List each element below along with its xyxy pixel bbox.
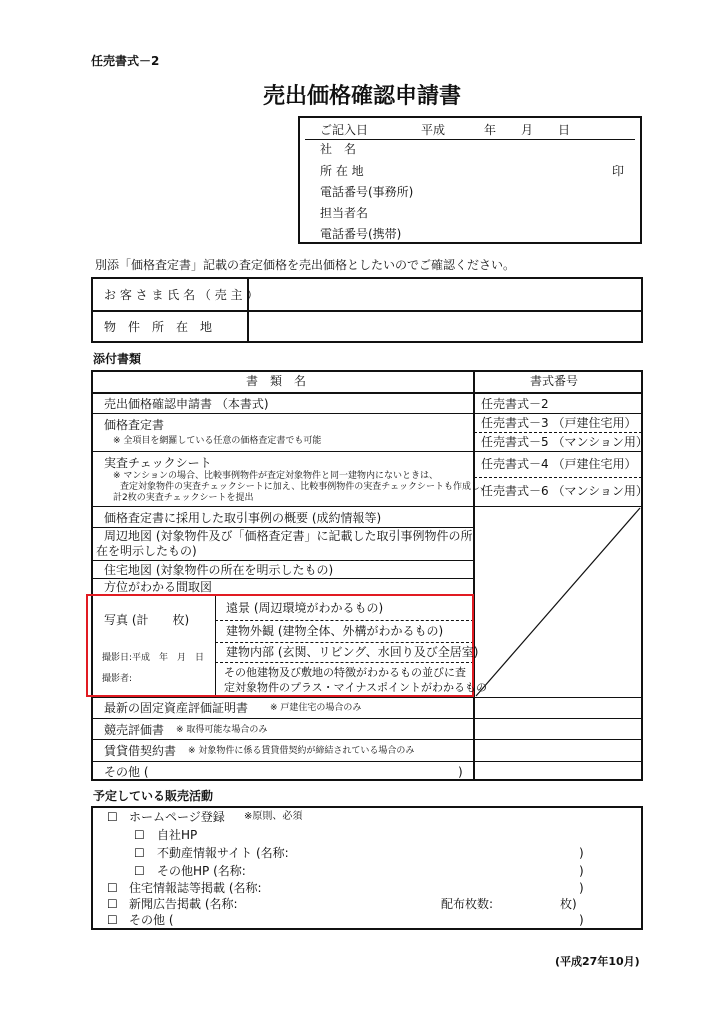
attach-header-line xyxy=(91,392,643,394)
checkbox-other-hp[interactable]: ☐ xyxy=(134,864,145,878)
sales-flyers-unit: 枚) xyxy=(560,897,577,911)
customer-divider-h xyxy=(91,310,643,312)
row-valuation-note: ※ 全項目を網羅している任意の価格査定書でも可能 xyxy=(113,436,322,446)
row-auction-report-note: ※ 取得可能な場合のみ xyxy=(176,725,268,735)
photo-item-other-1: その他建物及び敷地の特徴がわかるもの並びに査 xyxy=(224,666,466,679)
row-other: その他 ( xyxy=(104,765,149,779)
line-r10 xyxy=(91,761,643,762)
sales-own-hp-label: 自社HP xyxy=(157,828,198,842)
photo-date-label: 撮影日:平成 年 月 日 xyxy=(102,653,205,663)
sales-portal-label: 不動産情報サイト (名称: xyxy=(157,846,289,860)
row-tax-certificate-note: ※ 戸建住宅の場合のみ xyxy=(270,703,362,713)
day-label: 日 xyxy=(558,123,571,137)
month-label: 月 xyxy=(521,123,534,137)
sales-other-label: その他 ( xyxy=(129,913,174,927)
line-r9 xyxy=(91,739,643,740)
row-transaction-summary: 価格査定書に採用した取引事例の概要 (成約情報等) xyxy=(104,511,382,525)
sales-portal-close: ) xyxy=(579,846,584,860)
photo-item-interior: 建物内部 (玄関、リビング、水回り及び全居室) xyxy=(226,645,479,659)
checkbox-own-hp[interactable]: ☐ xyxy=(134,828,145,842)
era-label: 平成 xyxy=(421,123,446,137)
form-checksheet-b: 任売書式－6 （マンション用） xyxy=(481,484,648,498)
col-doc-header: 書 類 名 xyxy=(246,374,307,388)
sales-other-close: ) xyxy=(579,913,584,927)
sales-other-hp-label: その他HP (名称: xyxy=(157,864,246,878)
form-column-slash xyxy=(474,506,642,698)
photo-item-exterior: 建物外観 (建物全体、外構がわかるもの) xyxy=(226,624,444,638)
photo-count-label: 写真 (計 枚) xyxy=(104,613,190,627)
form-code: 任売書式－2 xyxy=(91,54,160,68)
checkbox-magazine[interactable]: ☐ xyxy=(107,881,118,895)
sales-homepage-label: ホームページ登録 xyxy=(129,810,225,824)
sales-other-hp-close: ) xyxy=(579,864,584,878)
checkbox-homepage[interactable]: ☐ xyxy=(107,810,118,824)
contact-label: 担当者名 xyxy=(320,206,369,220)
company-label: 社 名 xyxy=(320,142,357,156)
dash-r3 xyxy=(474,477,642,478)
form-application: 任売書式－2 xyxy=(481,397,549,411)
row-lease-contract-note: ※ 対象物件に係る賃貸借契約が締結されている場合のみ xyxy=(188,746,415,756)
row-other-close: ) xyxy=(458,765,463,779)
col-form-header: 書式番号 xyxy=(530,374,579,388)
photo-by-label: 撮影者: xyxy=(102,674,133,684)
property-address-label: 物 件 所 在 地 xyxy=(104,320,213,334)
row-floor-plan: 方位がわかる間取図 xyxy=(104,580,213,594)
line-r4 xyxy=(91,527,474,528)
row-application: 売出価格確認申請書 （本書式) xyxy=(104,397,269,411)
page-title: 売出価格確認申請書 xyxy=(263,84,462,109)
row-lease-contract: 賃貸借契約書 xyxy=(104,744,177,758)
attachments-title: 添付書類 xyxy=(93,352,142,366)
date-underline xyxy=(305,139,635,140)
photo-item-other-2: 定対象物件のプラス・マイナスポイントがわかるもの xyxy=(224,681,488,694)
line-photo xyxy=(91,697,643,698)
sales-magazine-close: ) xyxy=(579,881,584,895)
sales-title: 予定している販売活動 xyxy=(93,789,214,803)
checkbox-other[interactable]: ☐ xyxy=(107,913,118,927)
sales-newspaper-label: 新聞広告掲載 (名称: xyxy=(129,897,238,911)
photo-item-distant: 遠景 (周辺環境がわかるもの) xyxy=(226,601,384,615)
row-area-map-2: 在を明示したもの) xyxy=(96,544,197,558)
row-house-map: 住宅地図 (対象物件の所在を明示したもの) xyxy=(104,563,334,577)
address-label: 所 在 地 xyxy=(320,164,364,178)
row-checksheet-note2: 査定対象物件の実査チェックシートに加え、比較事例物件の実査チェックシートも作成し、 xyxy=(120,482,490,492)
checkbox-newspaper[interactable]: ☐ xyxy=(107,897,118,911)
row-checksheet-note1: ※ マンションの場合、比較事例物件が査定対象物件と同一建物内にないときは、 xyxy=(113,471,438,481)
row-valuation: 価格査定書 xyxy=(104,418,165,432)
line-r2 xyxy=(91,451,643,452)
row-tax-certificate: 最新の固定資産評価証明書 xyxy=(104,701,249,715)
form-valuation-b: 任売書式－5 （マンション用） xyxy=(481,435,648,449)
row-area-map-1: 周辺地図 (対象物件及び「価格査定書」に記載した取引事例物件の所 xyxy=(104,529,473,543)
version-date: (平成27年10月) xyxy=(555,955,640,968)
line-r1 xyxy=(91,413,643,414)
intro-text: 別添「価格査定書」記載の査定価格を売出価格としたいのでご確認ください。 xyxy=(95,258,516,272)
date-label: ご記入日 xyxy=(320,123,369,137)
form-checksheet-a: 任売書式－4 （戸建住宅用） xyxy=(481,457,637,471)
sales-flyers-label: 配布枚数: xyxy=(441,897,494,911)
line-r5 xyxy=(91,560,474,561)
line-r6 xyxy=(91,578,474,579)
row-checksheet-note3: 計2枚の実査チェックシートを提出 xyxy=(113,493,254,503)
seal-mark: 印 xyxy=(612,164,625,178)
year-label: 年 xyxy=(484,123,497,137)
row-auction-report: 競売評価書 xyxy=(104,723,165,737)
line-r8 xyxy=(91,718,643,719)
sales-homepage-note: ※原則、必須 xyxy=(244,811,303,822)
dash-r2 xyxy=(474,432,642,433)
form-valuation-a: 任売書式－3 （戸建住宅用） xyxy=(481,416,637,430)
phone-office-label: 電話番号(事務所) xyxy=(320,185,414,199)
checkbox-portal[interactable]: ☐ xyxy=(134,846,145,860)
phone-mobile-label: 電話番号(携帯) xyxy=(320,227,402,241)
row-checksheet: 実査チェックシート xyxy=(104,456,212,470)
sales-magazine-label: 住宅情報誌等掲載 (名称: xyxy=(129,881,262,895)
customer-name-label: お 客 さ ま 氏 名 （ 売 主 ） xyxy=(104,288,259,302)
